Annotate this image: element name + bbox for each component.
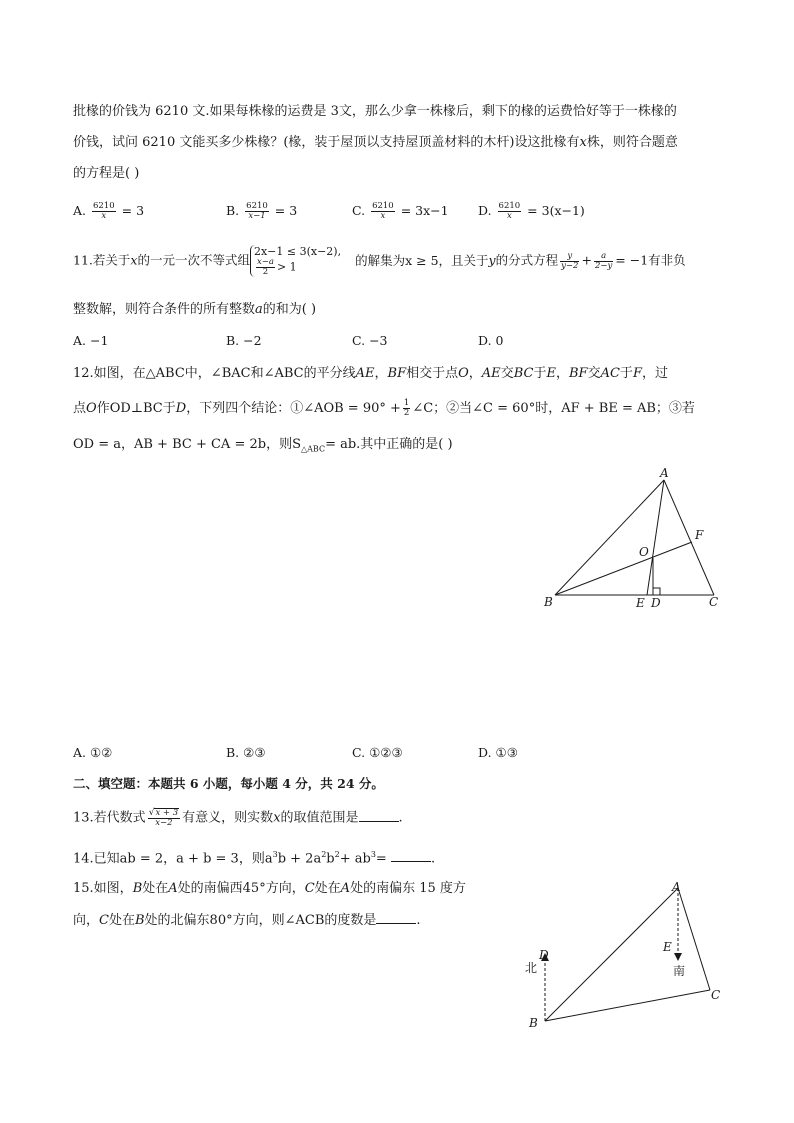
label-d: D [539,948,549,962]
q12-triangle-figure [530,462,730,617]
q11-line1: 11.若关于x的一元一次不等式组 2x−1 ≤ 3(x−2), $\frac{x-a}{2}$ > 1 的解集为x ≥ 5，且关于y的分式方程 $\frac{y}{y-2}$ + $\frac{a}{2-y}$ = −1有非负 [73,245,686,277]
label-c: C [709,595,719,609]
label-e: E [636,596,645,610]
q13-line: 13.若代数式 $\frac{√x + 3}{x-2}$ 有意义，则实数x的取值范围是 . [73,808,403,828]
q11-option-c[interactable]: C. −3 [352,333,388,348]
bisector-bf [555,542,692,595]
section2-title: 二、填空题：本题共 6 小题，每小题 4 分，共 24 分。 [73,776,384,791]
q13-answer-blank[interactable] [359,809,399,822]
label-a: A [660,466,669,480]
label-a: A [672,880,681,894]
q10-option-c[interactable]: C. $\frac{6210}{x}$ = 3x−1 [352,201,449,221]
q15-line2: 向，C处在B处的北偏东80°方向，则∠ACB的度数是 . [73,913,421,928]
q12-option-d[interactable]: D. ①③ [478,745,518,760]
label-b: B [544,595,553,609]
label-e: E [663,940,672,954]
side-ac [664,480,714,595]
q10-option-d[interactable]: D. $\frac{6210}{x}$ = 3(x−1) [478,201,585,221]
inequality-system: 2x−1 ≤ 3(x−2), $\frac{x-a}{2}$ > 1 [250,245,341,277]
q11-option-a[interactable]: A. −1 [73,333,109,348]
q14-answer-blank[interactable] [391,849,431,862]
q12-line3: OD = a，AB + BC + CA = 2b，则$S_{\triangle ABC}=$ ab.其中正确的是( ) [73,437,453,454]
bisector-ae [647,480,664,595]
label-c: C [711,988,721,1002]
label-d: D [651,596,661,610]
q12-line1: 12.如图，在△ABC中，∠BAC和∠ABC的平分线AE，BF相交于点O，AE交BC于E，BF交AC于F，过 [73,366,668,381]
q11-option-d[interactable]: D. 0 [478,333,504,348]
q10-option-a[interactable]: A. $\frac{6210}{x}$ = 3 [73,201,145,221]
q12-option-c[interactable]: C. ①②③ [352,745,403,760]
label-south: 南 [673,964,686,978]
label-f: F [695,528,704,542]
segment-ab [545,888,678,1021]
q15-answer-blank[interactable] [376,911,416,924]
q12-line2: 点O作OD⊥BC于D，下列四个结论：①∠AOB = 90° + $\frac{1}{2}$ ∠C；②当∠C = 60°时，AF + BE = AB；③若 [73,398,695,418]
label-north: 北 [525,961,538,975]
q10-line3: 的方程是( ) [73,166,140,181]
q12-option-b[interactable]: B. ②③ [226,745,266,760]
q10-option-b[interactable]: B. $\frac{6210}{x-1}$ = 3 [226,201,298,221]
label-b: B [529,1016,538,1030]
side-ab [555,480,664,595]
right-angle-mark [653,588,660,595]
q10-line1: 批椽的价钱为 6210 文.如果每株椽的运费是 3文，那么少拿一株椽后，剩下的椽的运费恰好等于一株椽的 [73,104,677,119]
segment-bc [545,990,710,1021]
q11-line2: 整数解，则符合条件的所有整数a的和为( ) [73,302,317,317]
q14-line: 14.已知ab = 2，a + b = 3，则$a^3b + 2a^2b^2+ ab^3=$ . [73,850,436,867]
q11-option-b[interactable]: B. −2 [226,333,262,348]
q10-line2: 价钱，试问 6210 文能买多少株椽？(椽，装于屋顶以支持屋顶盖材料的木杆)设这批椽有x株，则符合题意 [73,135,678,150]
q15-line1: 15.如图，B处在A处的南偏西45°方向，C处在A处的南偏东 15 度方 [73,881,466,896]
q12-option-a[interactable]: A. ①② [73,745,113,760]
q15-direction-figure [515,875,730,1035]
label-o: O [639,545,649,559]
